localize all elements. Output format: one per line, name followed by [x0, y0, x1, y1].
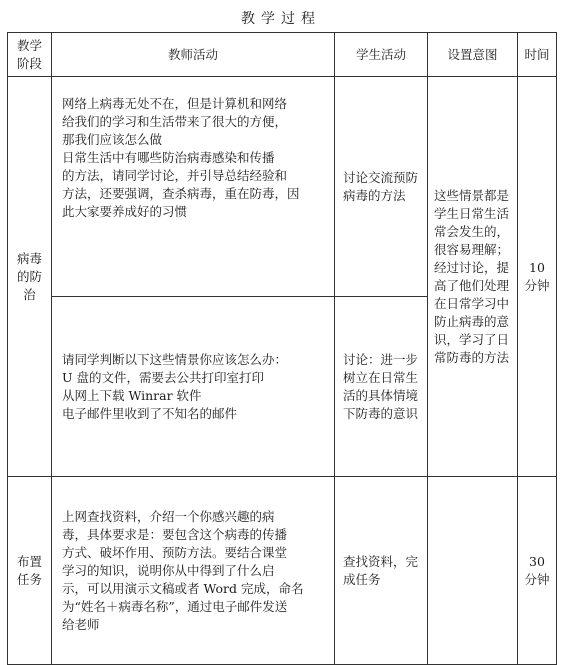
student-activity-cell: 讨论交流预防病毒的方法: [335, 77, 428, 297]
header-teacher: 教师活动: [52, 33, 335, 77]
table-row: [8, 77, 557, 297]
student-activity-cell: 讨论：进一步树立在日常生活的具体情境下防毒的意识: [335, 297, 428, 477]
stage-cell: 布置任务: [8, 477, 52, 665]
intent-cell: [428, 477, 518, 665]
header-intent: 设置意图: [428, 33, 518, 77]
header-stage: 教学阶段: [8, 33, 52, 77]
teacher-activity-cell: 请同学判断以下这些情景你应该怎么办： U 盘的文件，需要去公共打印室打印 从网上下载 Winrar 软件 电子邮件里收到了不知名的邮件: [52, 297, 335, 477]
header-time: 时间: [518, 33, 557, 77]
teacher-activity-cell: 网络上病毒无处不在，但是计算机和网络 给我们的学习和生活带来了很大的方便， 那我们应该怎么做 日常生活中有哪些防治病毒感染和传播 的方法，请同学讨论，并引导总结经验和 方法，还要强调，查杀病毒，重在防毒，因 此大家要养成好的习惯: [52, 77, 335, 297]
teacher-activity-cell: 上网查找资料，介绍一个你感兴趣的病 毒，具体要求是：要包含这个病毒的传播 方式、破坏作用、预防方法。要结合课堂 学习的知识，说明你从中得到了什么启 示，可以用演示文稿或者 Word 完成，命名 为“姓名＋病毒名称”，通过电子邮件发送 给老师: [52, 477, 335, 665]
student-activity-cell: 查找资料，完成任务: [335, 477, 428, 665]
time-cell: 10分钟: [518, 77, 557, 477]
intent-cell: 这些情景都是学生日常生活常会发生的，很容易理解；经过讨论，提高了他们处理在日常学习中防止病毒的意识，学习了日常防毒的方法: [428, 77, 518, 477]
time-cell: 30分钟: [518, 477, 557, 665]
teaching-process-table: [7, 32, 557, 665]
table-header-row: [8, 33, 557, 77]
table-row: [8, 477, 557, 665]
section-title: 教学过程: [241, 11, 321, 27]
stage-cell: 病毒的防治: [8, 77, 52, 477]
header-student: 学生活动: [335, 33, 428, 77]
